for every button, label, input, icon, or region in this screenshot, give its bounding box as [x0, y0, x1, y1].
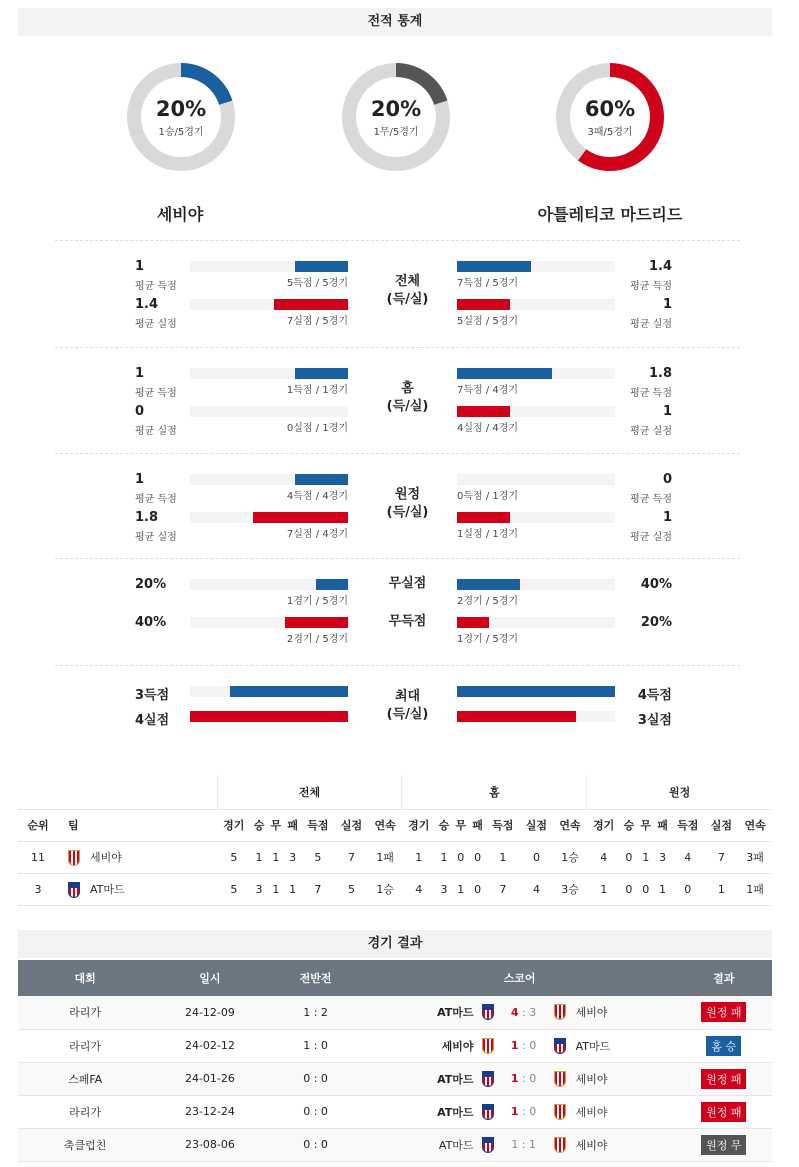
away-team-name: 아틀레티코 마드리드 — [537, 205, 683, 224]
results-table — [18, 960, 772, 1162]
score-separator: : — [518, 1072, 530, 1085]
away-bar-track — [457, 474, 615, 485]
home-bar-track — [190, 686, 348, 697]
home-crest-icon — [482, 1104, 494, 1120]
column-header: 패 — [287, 819, 298, 832]
results-header: 대회 — [18, 960, 152, 996]
home-value-label: 평균 득점 — [135, 494, 177, 505]
home-value: 1 — [135, 259, 145, 274]
away-bar-fill — [457, 368, 552, 379]
away-value: 20% — [640, 615, 672, 630]
halftime-score: 1 : 0 — [268, 1029, 364, 1062]
result-badge: 원정 무 — [701, 1135, 746, 1155]
away-value-label: 평균 실점 — [630, 426, 672, 437]
home-score: 1 — [510, 1105, 519, 1118]
home-bar-fill — [295, 474, 348, 485]
away-score: 1 — [528, 1138, 536, 1151]
match-date: 24-01-26 — [152, 1062, 267, 1095]
stat-cell: 7 — [717, 850, 725, 864]
home-bar-track — [190, 474, 348, 485]
standings-table — [18, 775, 772, 906]
column-header: 패 — [472, 819, 483, 832]
home-crest-icon — [482, 1071, 494, 1087]
column-header: 경기 — [593, 819, 615, 832]
home-value: 1 — [135, 366, 145, 381]
stat-cell: 0 — [625, 882, 633, 896]
away-bar-track — [457, 299, 615, 310]
match-row[interactable] — [18, 1029, 772, 1062]
home-value: 20% — [135, 577, 167, 592]
home-team-name: 세비야 — [156, 205, 204, 224]
stat-cell: 4 — [600, 850, 608, 864]
home-value: 3득점 — [135, 688, 170, 703]
column-header: 패 — [657, 819, 668, 832]
stat-cell: 0 — [625, 850, 633, 864]
column-header: 무 — [270, 819, 282, 832]
stat-block-label: 최대 (득/실) — [386, 689, 429, 722]
stat-cell: 5 — [230, 882, 238, 896]
competition: 라리가 — [18, 1029, 152, 1062]
team-crest-icon — [68, 850, 80, 866]
group-header: 전체 — [217, 775, 402, 809]
column-header: 무 — [455, 819, 467, 832]
column-header: 무 — [640, 819, 652, 832]
away-bar-caption: 4실점 / 4경기 — [457, 423, 519, 434]
away-value: 3실점 — [637, 713, 672, 728]
result-badge: 원정 패 — [701, 1002, 746, 1022]
stat-block-label: 전체 (득/실) — [386, 274, 429, 307]
match-row[interactable] — [18, 1095, 772, 1128]
rank: 11 — [31, 850, 45, 864]
column-header: 실점 — [710, 819, 732, 832]
away-value: 0 — [662, 472, 672, 487]
home-bar-track — [190, 617, 348, 628]
stat-row — [55, 576, 740, 615]
away-value: 1 — [662, 297, 672, 312]
stat-cell: 0 — [474, 850, 482, 864]
home-bar-fill — [230, 686, 349, 697]
away-value: 4득점 — [637, 688, 672, 703]
home-bar-caption: 7실점 / 4경기 — [286, 529, 348, 540]
away-value: 1.8 — [648, 366, 672, 381]
column-header: 득점 — [492, 819, 514, 832]
home-bar-fill — [253, 512, 348, 523]
home-bar-track — [190, 299, 348, 310]
stat-block — [55, 453, 740, 559]
competition: 축클럽친 — [18, 1128, 152, 1161]
score-separator: : — [518, 1039, 530, 1052]
column-header: 득점 — [677, 819, 699, 832]
stat-cell: 1 — [717, 882, 725, 896]
away-bar-fill — [457, 512, 510, 523]
stat-cell: 1 — [289, 882, 297, 896]
stat-cell: 1 — [457, 882, 465, 896]
team-name[interactable]: AT마드 — [90, 882, 125, 896]
match-date: 23-08-06 — [152, 1128, 267, 1161]
away-bar-track — [457, 617, 615, 628]
stat-cell: 3 — [440, 882, 448, 896]
results-header: 결과 — [676, 960, 772, 996]
away-bar-caption: 0득점 / 1경기 — [457, 491, 519, 502]
away-value-label: 평균 득점 — [630, 281, 672, 292]
away-score: 0 — [529, 1072, 537, 1085]
stats-section-title: 전적 통계 — [18, 8, 772, 36]
stat-block-label: 원정 (득/실) — [386, 487, 429, 520]
away-bar-track — [457, 579, 615, 590]
row-center-label: 무실점 — [388, 576, 427, 591]
away-crest-icon — [554, 1004, 566, 1020]
results-header: 일시 — [152, 960, 267, 996]
competition: 스페FA — [18, 1062, 152, 1095]
away-bar-fill — [457, 406, 510, 417]
away-value-label: 평균 실점 — [630, 532, 672, 543]
stat-cell: 1승 — [561, 851, 579, 864]
stat-cell: 1 — [499, 850, 507, 864]
column-header: 실점 — [340, 819, 363, 832]
results-header: 스코어 — [364, 960, 676, 996]
stat-cell: 3패 — [746, 851, 764, 864]
away-team[interactable]: 세비야 — [575, 1138, 608, 1152]
stat-block — [55, 558, 740, 664]
competition: 라리가 — [18, 996, 152, 1029]
match-row[interactable] — [18, 1128, 772, 1161]
home-bar-track — [190, 512, 348, 523]
away-team[interactable]: 세비야 — [575, 1072, 608, 1086]
home-bar-fill — [316, 579, 348, 590]
halftime-score: 0 : 0 — [268, 1062, 364, 1095]
home-score: 1 — [510, 1072, 519, 1085]
home-crest-icon — [482, 1137, 494, 1153]
donut-chart — [342, 63, 450, 171]
home-value-label: 평균 득점 — [135, 281, 177, 292]
match-date: 24-02-12 — [152, 1029, 267, 1062]
column-header: 연속 — [374, 819, 396, 832]
away-value-label: 평균 실점 — [630, 319, 672, 330]
team-header: 팀 — [68, 819, 79, 832]
home-bar-fill — [190, 711, 348, 722]
home-team[interactable]: 세비야 — [441, 1039, 474, 1053]
result-badge: 홈 승 — [706, 1036, 741, 1056]
column-header: 득점 — [307, 819, 329, 832]
home-value-label: 평균 실점 — [135, 426, 177, 437]
stat-cell: 0 — [684, 882, 692, 896]
stat-cell: 7 — [314, 882, 322, 896]
result-badge: 원정 패 — [701, 1102, 746, 1122]
stat-cell: 3승 — [561, 883, 579, 896]
away-bar-fill — [457, 686, 615, 697]
standings-row[interactable] — [18, 873, 772, 905]
stat-cell: 1 — [255, 850, 263, 864]
away-bar-fill — [457, 299, 510, 310]
home-bar-fill — [295, 261, 348, 272]
stat-cell: 4 — [684, 850, 692, 864]
group-header: 원정 — [587, 775, 772, 809]
away-bar-fill — [457, 617, 489, 628]
stat-block — [55, 240, 740, 346]
home-value: 4실점 — [135, 713, 170, 728]
stat-cell: 5 — [314, 850, 322, 864]
home-team[interactable]: AT마드 — [437, 1006, 474, 1020]
away-crest-icon — [554, 1071, 566, 1087]
home-value: 1.4 — [135, 297, 159, 312]
home-bar-caption: 0실점 / 1경기 — [286, 423, 348, 434]
stat-row — [55, 512, 740, 548]
donut-percent: 20% — [370, 97, 422, 121]
match-row[interactable] — [18, 996, 772, 1029]
away-crest-icon — [554, 1104, 566, 1120]
stat-cell: 1 — [440, 850, 448, 864]
home-bar-track — [190, 711, 348, 722]
stat-cell: 7 — [348, 850, 355, 864]
donut-percent: 20% — [155, 97, 207, 121]
results-section-title: 경기 결과 — [18, 930, 772, 958]
away-bar-fill — [457, 711, 576, 722]
donut-chart — [556, 63, 664, 171]
match-row[interactable] — [18, 1062, 772, 1095]
stat-cell: 5 — [348, 882, 355, 896]
home-bar-caption: 1득점 / 1경기 — [286, 385, 348, 396]
stat-row — [55, 261, 740, 297]
score-separator: : — [518, 1138, 529, 1151]
stat-cell: 1 — [415, 850, 423, 864]
stat-row — [55, 711, 740, 747]
away-bar-caption: 1실점 / 1경기 — [457, 529, 519, 540]
home-bar-caption: 5득점 / 5경기 — [286, 278, 348, 289]
home-team[interactable]: AT마드 — [438, 1138, 474, 1152]
home-score: 4 — [510, 1005, 519, 1019]
stat-row — [55, 614, 740, 653]
stat-cell: 3 — [255, 882, 263, 896]
stat-cell: 1 — [600, 882, 608, 896]
competition: 라리가 — [18, 1095, 152, 1128]
score-separator: : — [518, 1005, 530, 1019]
away-crest-icon — [554, 1038, 566, 1054]
stat-row — [55, 368, 740, 404]
away-team[interactable]: AT마드 — [575, 1039, 611, 1053]
group-header: 홈 — [402, 775, 587, 809]
away-bar-fill — [457, 579, 520, 590]
stat-cell: 5 — [230, 850, 238, 864]
away-value: 1 — [662, 510, 672, 525]
home-bar-track — [190, 406, 348, 417]
away-team[interactable]: 세비야 — [575, 1105, 608, 1119]
home-score: 1 — [511, 1138, 519, 1151]
away-bar-track — [457, 711, 615, 722]
stat-cell: 1패 — [376, 851, 394, 864]
home-value-label: 평균 실점 — [135, 532, 177, 543]
home-value: 1 — [135, 472, 145, 487]
stat-cell: 4 — [415, 882, 423, 896]
rank-header: 순위 — [27, 819, 49, 832]
donut-percent: 60% — [584, 97, 636, 121]
row-center-label: 무득점 — [388, 614, 427, 629]
stat-cell: 7 — [499, 882, 507, 896]
stat-cell: 1패 — [746, 883, 764, 896]
home-team[interactable]: AT마드 — [437, 1072, 474, 1086]
away-value-label: 평균 득점 — [630, 494, 672, 505]
home-value: 0 — [135, 404, 145, 419]
column-header: 경기 — [223, 819, 245, 832]
match-date: 24-12-09 — [152, 996, 267, 1029]
column-header: 연속 — [744, 819, 766, 832]
stat-cell: 3 — [659, 850, 667, 864]
column-header: 승 — [623, 819, 635, 832]
team-crest-icon — [68, 882, 80, 898]
away-bar-caption: 2경기 / 5경기 — [457, 596, 519, 607]
home-bar-fill — [274, 299, 348, 310]
results-header: 전반전 — [268, 960, 364, 996]
donut-subtitle: 1승/5경기 — [158, 127, 204, 138]
column-header: 승 — [438, 819, 450, 832]
away-value: 40% — [640, 577, 672, 592]
home-score: 1 — [510, 1039, 519, 1052]
home-bar-track — [190, 579, 348, 590]
away-bar-caption: 1경기 / 5경기 — [457, 634, 519, 645]
score-separator: : — [518, 1105, 530, 1118]
home-bar-caption: 7실점 / 5경기 — [286, 316, 348, 327]
away-score: 3 — [529, 1005, 537, 1019]
stat-cell: 0 — [474, 882, 482, 896]
stat-cell: 1 — [642, 850, 650, 864]
away-crest-icon — [554, 1137, 566, 1153]
rank: 3 — [34, 882, 42, 896]
halftime-score: 1 : 2 — [268, 996, 364, 1029]
column-header: 승 — [253, 819, 265, 832]
away-bar-track — [457, 261, 615, 272]
stat-row — [55, 406, 740, 442]
stat-block — [55, 665, 740, 771]
away-value-label: 평균 득점 — [630, 388, 672, 399]
home-bar-fill — [285, 617, 348, 628]
stat-cell: 1 — [272, 882, 280, 896]
away-score: 0 — [529, 1039, 537, 1052]
away-value: 1 — [662, 404, 672, 419]
away-value: 1.4 — [648, 259, 672, 274]
stat-cell: 0 — [642, 882, 650, 896]
home-bar-track — [190, 261, 348, 272]
column-header: 실점 — [525, 819, 548, 832]
away-bar-caption: 7득점 / 5경기 — [457, 278, 519, 289]
away-bar-track — [457, 512, 615, 523]
home-bar-caption: 1경기 / 5경기 — [286, 596, 348, 607]
home-bar-caption: 4득점 / 4경기 — [286, 491, 348, 502]
home-value: 40% — [135, 615, 167, 630]
stat-row — [55, 299, 740, 335]
home-bar-track — [190, 368, 348, 379]
stat-cell: 3 — [289, 850, 297, 864]
team-name[interactable]: 세비야 — [90, 850, 122, 864]
home-crest-icon — [482, 1004, 494, 1020]
away-score: 0 — [529, 1105, 537, 1118]
home-bar-fill — [295, 368, 348, 379]
stat-cell: 4 — [532, 882, 540, 896]
home-value-label: 평균 실점 — [135, 319, 177, 330]
column-header: 연속 — [559, 819, 581, 832]
home-crest-icon — [482, 1038, 494, 1054]
home-bar-caption: 2경기 / 5경기 — [286, 634, 348, 645]
away-bar-caption: 7득점 / 4경기 — [457, 385, 519, 396]
stat-block — [55, 347, 740, 453]
halftime-score: 0 : 0 — [268, 1095, 364, 1128]
standings-row[interactable] — [18, 841, 772, 873]
away-bar-track — [457, 686, 615, 697]
stat-row — [55, 474, 740, 510]
donut-subtitle: 1무/5경기 — [373, 127, 419, 138]
away-bar-track — [457, 406, 615, 417]
stat-cell: 1 — [659, 882, 667, 896]
donut-chart — [127, 63, 235, 171]
halftime-score: 0 : 0 — [268, 1128, 364, 1161]
home-value-label: 평균 득점 — [135, 388, 177, 399]
away-bar-fill — [457, 261, 531, 272]
home-team[interactable]: AT마드 — [437, 1105, 474, 1119]
away-team[interactable]: 세비야 — [575, 1006, 608, 1020]
match-date: 23-12-24 — [152, 1095, 267, 1128]
away-bar-track — [457, 368, 615, 379]
column-header: 경기 — [408, 819, 430, 832]
home-value: 1.8 — [135, 510, 159, 525]
stat-block-label: 홈 (득/실) — [386, 381, 429, 414]
stat-cell: 0 — [457, 850, 465, 864]
stat-cell: 0 — [532, 850, 540, 864]
stat-cell: 1 — [272, 850, 280, 864]
away-bar-caption: 5실점 / 5경기 — [457, 316, 519, 327]
stat-cell: 1승 — [376, 883, 394, 896]
donut-subtitle: 3패/5경기 — [587, 127, 633, 138]
result-badge: 원정 패 — [701, 1069, 746, 1089]
